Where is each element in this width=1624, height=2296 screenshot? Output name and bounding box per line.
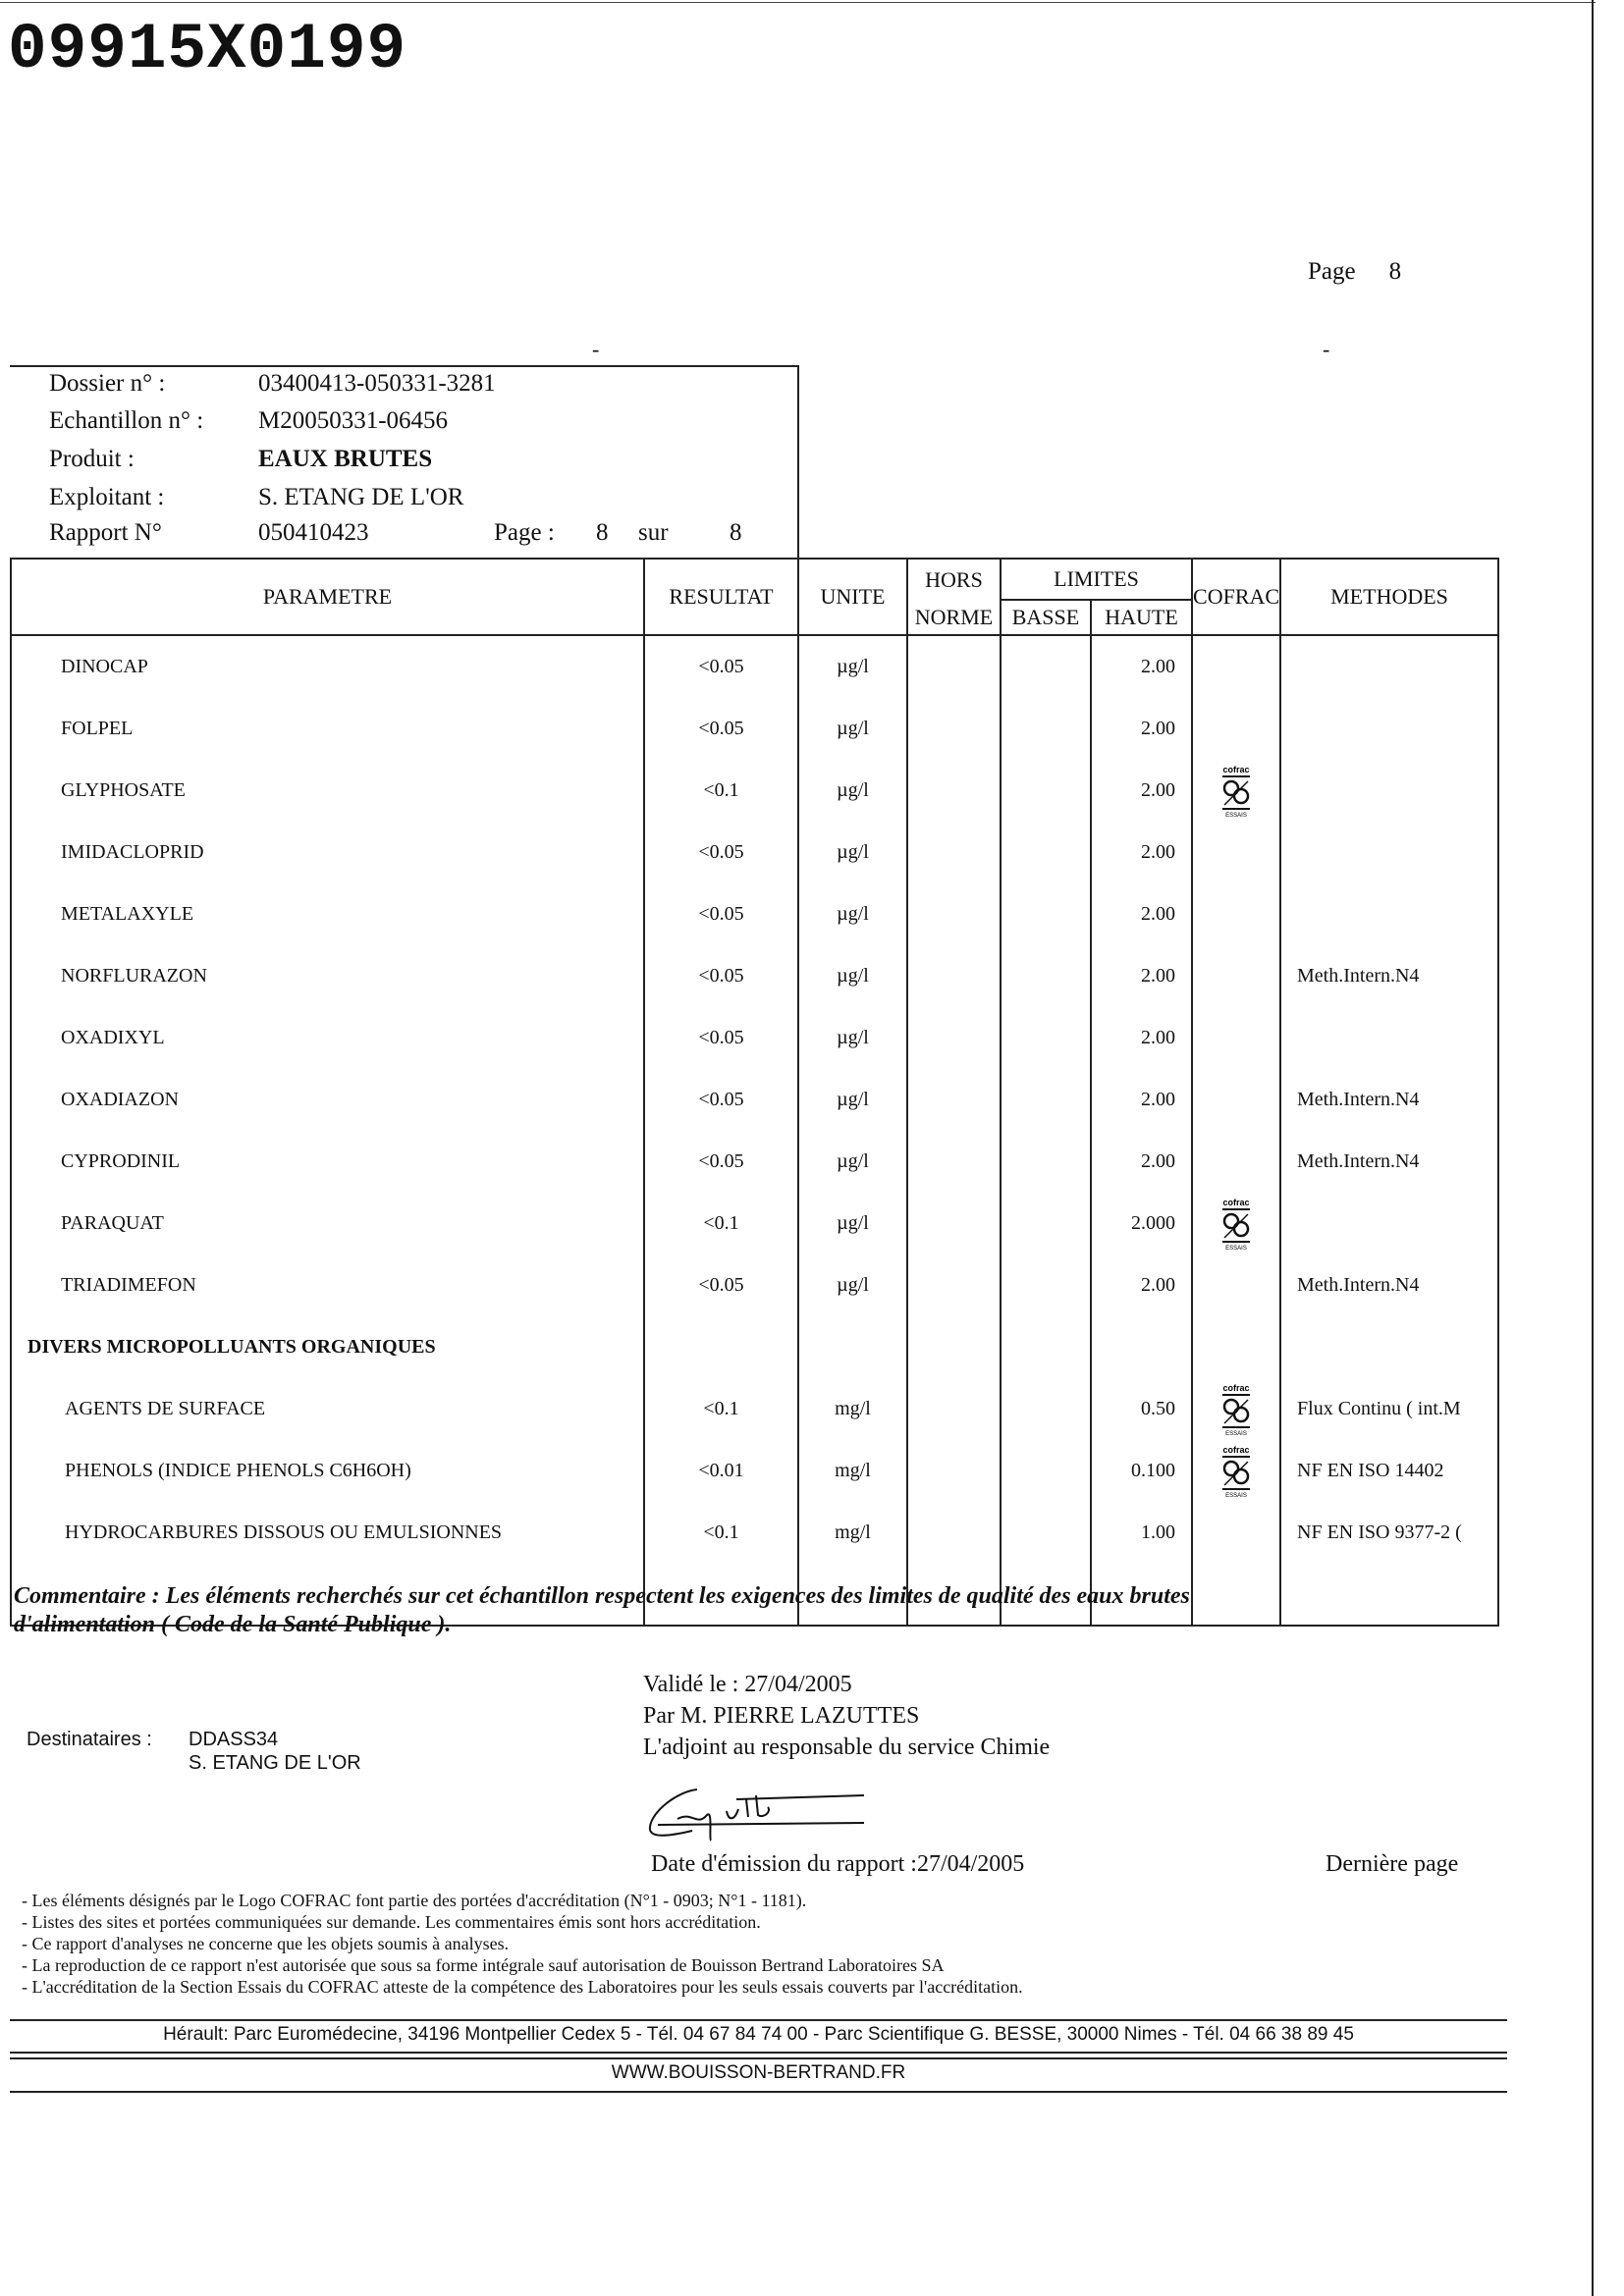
cofrac-logo-icon bbox=[1218, 1197, 1254, 1252]
accreditation-notes bbox=[22, 1890, 1023, 1998]
results-table bbox=[10, 558, 1499, 1627]
limit-high: 2.00 bbox=[1091, 1255, 1192, 1316]
validated-date: Validé le : 27/04/2005 bbox=[643, 1672, 852, 1697]
method bbox=[1280, 698, 1498, 760]
cofrac-cell bbox=[1192, 1193, 1280, 1255]
result-value: <0.05 bbox=[644, 822, 798, 883]
rapport-page-label: Page : bbox=[494, 519, 555, 546]
cofrac-cell bbox=[1192, 822, 1280, 883]
table-row bbox=[11, 760, 1498, 822]
recipient: S. ETANG DE L'OR bbox=[189, 1752, 361, 1774]
param-name: AGENTS DE SURFACE bbox=[65, 1398, 266, 1419]
svg-text:cofrac: cofrac bbox=[1222, 1444, 1250, 1455]
hors-norme bbox=[907, 760, 1001, 822]
unit: µg/l bbox=[798, 1007, 907, 1069]
limit-high: 0.100 bbox=[1091, 1440, 1192, 1502]
method bbox=[1280, 635, 1498, 698]
hors-norme bbox=[907, 698, 1001, 760]
exploitant-label: Exploitant : bbox=[49, 484, 165, 510]
dossier-label: Dossier n° : bbox=[49, 370, 166, 397]
unit: µg/l bbox=[798, 635, 907, 698]
footer-divider bbox=[10, 2019, 1507, 2021]
unit: µg/l bbox=[798, 945, 907, 1007]
hors-norme bbox=[907, 1007, 1001, 1069]
svg-text:ESSAIS: ESSAIS bbox=[1225, 1430, 1247, 1437]
produit-value: EAUX BRUTES bbox=[258, 446, 433, 472]
footer-website: WWW.BOUISSON-BERTRAND.FR bbox=[611, 2062, 906, 2083]
svg-text:cofrac: cofrac bbox=[1222, 1382, 1250, 1393]
header-limites: LIMITES bbox=[1001, 559, 1192, 600]
hors-norme bbox=[907, 1255, 1001, 1316]
note-item: - L'accréditation de la Section Essais du COFRAC atteste de la compétence des Laboratoires pour les seuls essais couverts par l'accréditation. bbox=[22, 1977, 1023, 1997]
limit-low bbox=[1001, 1069, 1091, 1131]
signature-icon bbox=[638, 1782, 874, 1842]
param-name: NORFLURAZON bbox=[61, 965, 207, 987]
param-name: FOLPEL bbox=[61, 718, 134, 739]
method bbox=[1280, 760, 1498, 822]
rapport-label: Rapport N° bbox=[49, 519, 162, 546]
unit: µg/l bbox=[798, 822, 907, 883]
param-name: PHENOLS (INDICE PHENOLS C6H6OH) bbox=[65, 1460, 411, 1481]
cofrac-logo-icon bbox=[1218, 764, 1254, 819]
hors-norme bbox=[907, 635, 1001, 698]
note-item: - La reproduction de ce rapport n'est autorisée que sous sa forme intégrale sauf autorisation de Bouisson Bertrand Laboratoires SA bbox=[22, 1955, 945, 1975]
param-name: DINOCAP bbox=[61, 656, 148, 677]
table-row bbox=[11, 698, 1498, 760]
limit-low bbox=[1001, 883, 1091, 945]
last-page-label: Dernière page bbox=[1326, 1851, 1459, 1877]
table-row bbox=[11, 635, 1498, 698]
dossier-value: 03400413-050331-3281 bbox=[258, 370, 496, 397]
method bbox=[1280, 822, 1498, 883]
table-row bbox=[11, 1255, 1498, 1316]
unit: mg/l bbox=[798, 1440, 907, 1502]
limit-low bbox=[1001, 760, 1091, 822]
exploitant-value: S. ETANG DE L'OR bbox=[258, 484, 464, 510]
svg-text:ESSAIS: ESSAIS bbox=[1225, 1245, 1247, 1252]
limit-high: 0.50 bbox=[1091, 1378, 1192, 1440]
footer-divider bbox=[10, 2057, 1507, 2059]
method: Meth.Intern.N4 bbox=[1280, 1069, 1498, 1131]
limit-high: 2.000 bbox=[1091, 1193, 1192, 1255]
cofrac-logo-icon bbox=[1218, 1382, 1254, 1437]
cofrac-cell bbox=[1192, 1131, 1280, 1193]
result-value: <0.05 bbox=[644, 945, 798, 1007]
limit-low bbox=[1001, 1007, 1091, 1069]
table-row bbox=[11, 883, 1498, 945]
emission-date: Date d'émission du rapport :27/04/2005 bbox=[651, 1851, 1025, 1877]
unit: µg/l bbox=[798, 1193, 907, 1255]
header-norme: NORME bbox=[907, 600, 1001, 635]
header-cofrac: COFRAC bbox=[1192, 559, 1280, 635]
limit-high: 2.00 bbox=[1091, 883, 1192, 945]
table-row bbox=[11, 1378, 1498, 1440]
limit-low bbox=[1001, 1440, 1091, 1502]
table-row bbox=[11, 1440, 1498, 1502]
method: Meth.Intern.N4 bbox=[1280, 945, 1498, 1007]
cofrac-cell bbox=[1192, 1378, 1280, 1440]
param-name: HYDROCARBURES DISSOUS OU EMULSIONNES bbox=[65, 1522, 503, 1543]
rapport-total-pages: 8 bbox=[730, 519, 742, 546]
unit: mg/l bbox=[798, 1378, 907, 1440]
section-title: DIVERS MICROPOLLUANTS ORGANIQUES bbox=[27, 1336, 436, 1358]
footer-divider bbox=[10, 2091, 1507, 2093]
result-value: <0.05 bbox=[644, 1069, 798, 1131]
unit: µg/l bbox=[798, 760, 907, 822]
cofrac-cell bbox=[1192, 945, 1280, 1007]
method: Meth.Intern.N4 bbox=[1280, 1255, 1498, 1316]
validation-block bbox=[643, 1669, 1050, 1763]
footer-divider bbox=[10, 2052, 1507, 2054]
hors-norme bbox=[907, 1440, 1001, 1502]
svg-text:ESSAIS: ESSAIS bbox=[1225, 812, 1247, 819]
result-value: <0.05 bbox=[644, 698, 798, 760]
recipients-label: Destinataires : bbox=[27, 1729, 152, 1750]
result-value: <0.1 bbox=[644, 1502, 798, 1564]
header-haute: HAUTE bbox=[1091, 600, 1192, 635]
method bbox=[1280, 1007, 1498, 1069]
hors-norme bbox=[907, 1502, 1001, 1564]
hors-norme bbox=[907, 1069, 1001, 1131]
unit: µg/l bbox=[798, 1255, 907, 1316]
result-value: <0.05 bbox=[644, 1255, 798, 1316]
header-parametre: PARAMETRE bbox=[11, 559, 644, 635]
limit-high: 2.00 bbox=[1091, 945, 1192, 1007]
rapport-sur-label: sur bbox=[638, 519, 669, 546]
top-border-line bbox=[0, 2, 1596, 3]
unit: mg/l bbox=[798, 1502, 907, 1564]
header-hors: HORS bbox=[907, 559, 1001, 600]
cofrac-cell bbox=[1192, 1255, 1280, 1316]
right-scan-edge bbox=[1592, 0, 1594, 2296]
method: Meth.Intern.N4 bbox=[1280, 1131, 1498, 1193]
footer-address: Hérault: Parc Euromédecine, 34196 Montpellier Cedex 5 - Tél. 04 67 84 74 00 - Parc Scientifique G. BESSE, 30000 Nimes - Tél. 04 66 38 89 45 bbox=[163, 2024, 1354, 2045]
table-row bbox=[11, 945, 1498, 1007]
page-label: Page bbox=[1308, 258, 1356, 285]
limit-high: 2.00 bbox=[1091, 1131, 1192, 1193]
cofrac-cell bbox=[1192, 883, 1280, 945]
table-row bbox=[11, 1007, 1498, 1069]
unit: µg/l bbox=[798, 1131, 907, 1193]
limit-low bbox=[1001, 635, 1091, 698]
header-unite: UNITE bbox=[798, 559, 907, 635]
limit-high: 2.00 bbox=[1091, 822, 1192, 883]
param-name: PARAQUAT bbox=[61, 1212, 164, 1234]
hors-norme bbox=[907, 945, 1001, 1007]
limit-low bbox=[1001, 945, 1091, 1007]
recipient: DDASS34 bbox=[189, 1729, 279, 1750]
svg-text:cofrac: cofrac bbox=[1222, 1197, 1250, 1207]
hors-norme bbox=[907, 1378, 1001, 1440]
result-value: <0.05 bbox=[644, 883, 798, 945]
section-header-row bbox=[11, 1316, 1498, 1378]
validated-by: Par M. PIERRE LAZUTTES bbox=[643, 1703, 920, 1729]
method: Flux Continu ( int.M bbox=[1280, 1378, 1498, 1440]
table-row bbox=[11, 1193, 1498, 1255]
rapport-value: 050410423 bbox=[258, 519, 369, 546]
limit-low bbox=[1001, 1502, 1091, 1564]
limit-low bbox=[1001, 698, 1091, 760]
cofrac-cell bbox=[1192, 1069, 1280, 1131]
param-name: OXADIAZON bbox=[61, 1089, 179, 1110]
result-value: <0.1 bbox=[644, 760, 798, 822]
header-methodes: METHODES bbox=[1280, 559, 1498, 635]
param-name: CYPRODINIL bbox=[61, 1150, 181, 1172]
method bbox=[1280, 1193, 1498, 1255]
svg-text:ESSAIS: ESSAIS bbox=[1225, 1492, 1247, 1499]
unit: µg/l bbox=[798, 883, 907, 945]
note-item: - Ce rapport d'analyses ne concerne que les objets soumis à analyses. bbox=[22, 1934, 510, 1953]
echantillon-value: M20050331-06456 bbox=[258, 407, 449, 434]
note-item: - Les éléments désignés par le Logo COFRAC font partie des portées d'accréditation (N°1 - 0903; N°1 - 1181). bbox=[22, 1891, 807, 1910]
page-indicator bbox=[1308, 258, 1401, 286]
cofrac-cell bbox=[1192, 1007, 1280, 1069]
cofrac-cell bbox=[1192, 1440, 1280, 1502]
header-resultat: RESULTAT bbox=[644, 559, 798, 635]
param-name: TRIADIMEFON bbox=[61, 1274, 196, 1296]
note-item: - Listes des sites et portées communiquées sur demande. Les commentaires émis sont hors accréditation. bbox=[22, 1912, 761, 1932]
table-row bbox=[11, 822, 1498, 883]
limit-high: 2.00 bbox=[1091, 635, 1192, 698]
comment-line-2: d'alimentation ( Code de la Santé Publique ). bbox=[14, 1612, 452, 1637]
limit-low bbox=[1001, 822, 1091, 883]
sample-info-block bbox=[10, 365, 799, 560]
method bbox=[1280, 883, 1498, 945]
limit-high: 2.00 bbox=[1091, 1069, 1192, 1131]
hors-norme bbox=[907, 1193, 1001, 1255]
table-row bbox=[11, 1502, 1498, 1564]
method: NF EN ISO 14402 bbox=[1280, 1440, 1498, 1502]
recipients-block bbox=[27, 1728, 361, 1775]
unit: µg/l bbox=[798, 1069, 907, 1131]
limit-high: 1.00 bbox=[1091, 1502, 1192, 1564]
unit: µg/l bbox=[798, 698, 907, 760]
limit-high: 2.00 bbox=[1091, 1007, 1192, 1069]
param-name: METALAXYLE bbox=[61, 903, 194, 925]
header-basse: BASSE bbox=[1001, 600, 1091, 635]
param-name: GLYPHOSATE bbox=[61, 779, 186, 801]
hors-norme bbox=[907, 822, 1001, 883]
result-value: <0.1 bbox=[644, 1378, 798, 1440]
limit-high: 2.00 bbox=[1091, 698, 1192, 760]
stray-mark: - bbox=[1323, 337, 1330, 361]
limit-low bbox=[1001, 1378, 1091, 1440]
result-value: <0.05 bbox=[644, 1007, 798, 1069]
result-value: <0.05 bbox=[644, 1131, 798, 1193]
svg-text:cofrac: cofrac bbox=[1222, 764, 1250, 774]
hors-norme bbox=[907, 883, 1001, 945]
limit-low bbox=[1001, 1193, 1091, 1255]
document-id: 09915X0199 bbox=[8, 13, 407, 86]
table-row bbox=[11, 1069, 1498, 1131]
cofrac-cell bbox=[1192, 1502, 1280, 1564]
stray-mark: - bbox=[592, 337, 600, 361]
limit-high: 2.00 bbox=[1091, 760, 1192, 822]
cofrac-cell bbox=[1192, 635, 1280, 698]
cofrac-logo-icon bbox=[1218, 1444, 1254, 1499]
validator-role: L'adjoint au responsable du service Chimie bbox=[643, 1735, 1051, 1760]
result-value: <0.1 bbox=[644, 1193, 798, 1255]
page-number: 8 bbox=[1388, 258, 1402, 285]
method: NF EN ISO 9377-2 ( bbox=[1280, 1502, 1498, 1564]
hors-norme bbox=[907, 1131, 1001, 1193]
limit-low bbox=[1001, 1131, 1091, 1193]
cofrac-cell bbox=[1192, 760, 1280, 822]
produit-label: Produit : bbox=[49, 446, 135, 472]
table-row bbox=[11, 1131, 1498, 1193]
rapport-page: 8 bbox=[596, 519, 609, 546]
limit-low bbox=[1001, 1255, 1091, 1316]
cofrac-cell bbox=[1192, 698, 1280, 760]
param-name: IMIDACLOPRID bbox=[61, 841, 204, 863]
result-value: <0.01 bbox=[644, 1440, 798, 1502]
comment-line-1: Commentaire : Les éléments recherchés sur cet échantillon respectent les exigences des limites de qualité des eaux brutes bbox=[14, 1583, 1190, 1609]
comment-block bbox=[14, 1582, 1487, 1639]
result-value: <0.05 bbox=[644, 635, 798, 698]
param-name: OXADIXYL bbox=[61, 1027, 165, 1048]
echantillon-label: Echantillon n° : bbox=[49, 407, 204, 434]
